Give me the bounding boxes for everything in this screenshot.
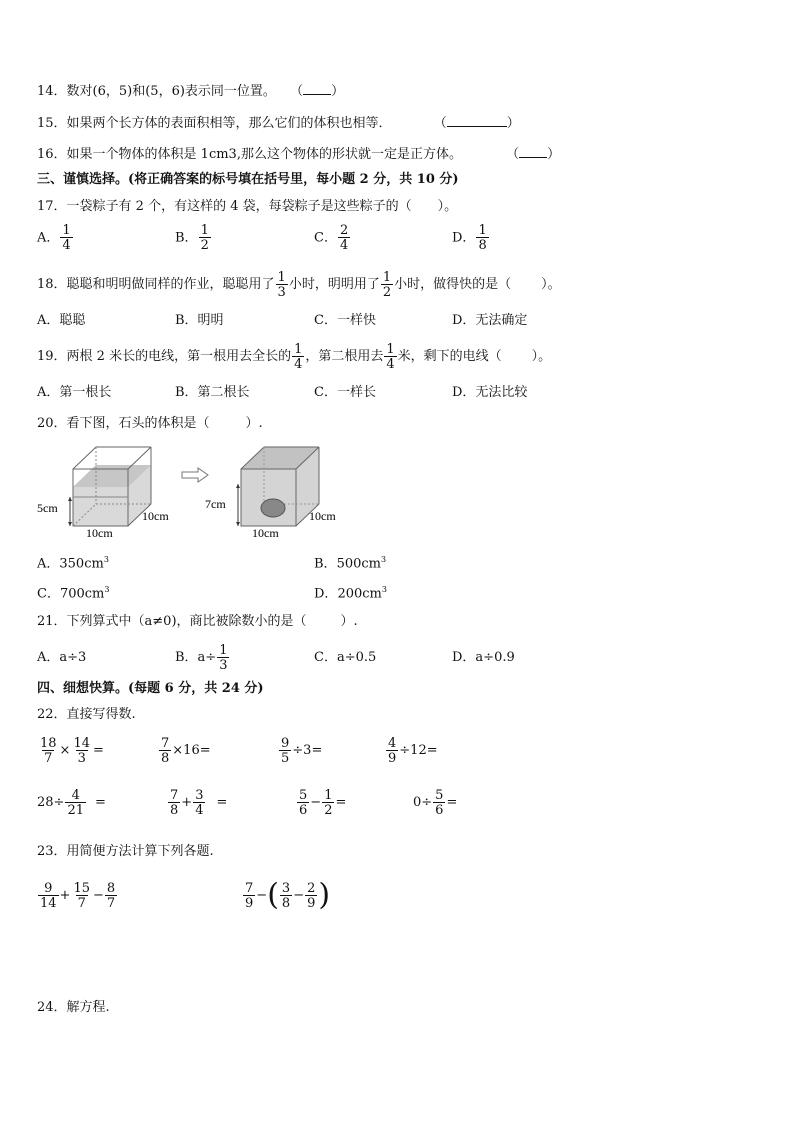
answer-paren-open: （ <box>433 116 447 131</box>
question-text: ，第二根用去 <box>305 349 384 364</box>
question-text-end: ）。 <box>531 349 552 364</box>
expression-22-2 <box>158 733 211 769</box>
expression-rest: ×16= <box>172 743 211 758</box>
operator: × <box>59 743 71 758</box>
option-b[interactable] <box>175 224 212 252</box>
expression-rest: ÷3= <box>292 743 323 758</box>
answer-paren-close: ） <box>331 84 345 99</box>
right-depth-label: 10cm <box>309 509 336 523</box>
question-22: 22．直接写得数. <box>37 707 136 722</box>
option-label: B． <box>314 556 337 572</box>
denominator: 4 <box>294 356 303 372</box>
numerator: 1 <box>386 341 395 357</box>
answer-paren-close: ） <box>506 116 520 131</box>
fraction <box>276 271 288 299</box>
option-a[interactable] <box>37 224 74 252</box>
denominator: 8 <box>170 802 179 818</box>
fraction <box>280 882 292 910</box>
option-b[interactable] <box>314 551 386 573</box>
option-value: 200cm <box>337 586 382 602</box>
question-text: 19．两根 2 米长的电线，第一根用去全长的 <box>37 349 292 364</box>
equals: = <box>335 795 347 810</box>
fraction <box>199 224 211 252</box>
denominator: 6 <box>299 802 308 818</box>
option-d[interactable]: D．无法比较 <box>452 385 528 400</box>
fraction <box>381 271 393 299</box>
option-c[interactable] <box>37 581 109 603</box>
volume-figure <box>36 442 356 540</box>
right-container <box>205 447 336 540</box>
question-text: 米，剩下的电线（ <box>397 349 502 364</box>
denominator: 2 <box>382 284 392 300</box>
option-label: C． <box>37 586 60 602</box>
option-label: A． <box>37 556 60 572</box>
exponent: 3 <box>104 585 110 594</box>
denominator: 4 <box>386 356 395 372</box>
numerator: 1 <box>200 223 209 238</box>
expression-23-2 <box>242 876 330 916</box>
left-height-label: 5cm <box>37 501 58 515</box>
question-20 <box>37 415 263 433</box>
denominator: 9 <box>245 895 254 911</box>
option-a[interactable]: A．聪聪 <box>37 313 86 328</box>
numerator: 2 <box>307 880 316 896</box>
denominator: 7 <box>44 750 53 766</box>
question-text-end: ）. <box>245 416 263 431</box>
numerator: 1 <box>324 787 333 803</box>
fraction <box>38 737 59 765</box>
numerator: 9 <box>281 735 290 751</box>
fraction <box>65 789 86 817</box>
operator: − <box>256 888 268 903</box>
option-c[interactable] <box>314 224 351 252</box>
numerator: 7 <box>170 787 179 803</box>
denominator: 4 <box>195 802 204 818</box>
question-text-end: ）. <box>340 614 358 629</box>
option-value: 700cm <box>59 586 105 602</box>
option-text: B．a÷ <box>175 650 217 665</box>
denominator: 3 <box>77 750 86 766</box>
numerator: 8 <box>106 880 116 896</box>
denominator: 14 <box>40 895 57 911</box>
fraction <box>71 882 92 910</box>
denominator: 8 <box>281 895 291 911</box>
denominator: 2 <box>200 238 209 253</box>
answer-paren-open: （ <box>506 147 520 162</box>
left-paren: ( <box>267 877 279 913</box>
fraction <box>476 224 488 252</box>
question-text: 18．聪聪和明明做同样的作业，聪聪用了 <box>37 277 275 292</box>
right-paren: ) <box>318 877 331 913</box>
fraction <box>322 789 334 817</box>
question-text: 小时，做得快的是（ <box>394 277 512 292</box>
expression-23-1 <box>37 876 118 916</box>
question-number: 16． <box>37 147 67 162</box>
option-label: B． <box>175 230 198 246</box>
numerator: 14 <box>73 735 90 751</box>
question-16 <box>37 145 560 164</box>
numerator: 5 <box>299 787 308 803</box>
answer-blank[interactable] <box>303 82 331 95</box>
fraction <box>193 789 205 817</box>
denominator: 9 <box>307 895 316 911</box>
expression-rest: ÷12= <box>399 743 438 758</box>
denominator: 4 <box>62 238 71 253</box>
numerator: 4 <box>71 787 80 803</box>
equals: = <box>93 743 104 758</box>
option-c[interactable]: C．一样长 <box>314 385 376 400</box>
question-text: 数对(6，5)和(5，6)表示同一位置。 <box>66 84 276 99</box>
fraction <box>217 644 229 672</box>
fraction <box>38 882 59 910</box>
answer-paren-open: （ <box>290 84 304 99</box>
denominator: 7 <box>106 895 116 911</box>
question-text-end: ）。 <box>541 277 561 292</box>
denominator: 3 <box>277 284 286 300</box>
fraction <box>305 882 317 910</box>
denominator: 2 <box>324 802 333 818</box>
fraction <box>243 882 255 910</box>
expression-22-7 <box>296 785 346 821</box>
option-label: D． <box>452 230 476 246</box>
operator: − <box>310 795 322 810</box>
fraction <box>292 343 304 371</box>
question-text: 20．看下图，石头的体积是（ <box>37 416 210 431</box>
stone <box>261 499 285 517</box>
numerator: 4 <box>388 735 397 751</box>
denominator: 5 <box>281 750 290 766</box>
fraction <box>60 224 72 252</box>
numerator: 1 <box>277 269 286 285</box>
numerator: 3 <box>281 880 291 896</box>
question-23: 23．用简便方法计算下列各题. <box>37 844 214 859</box>
fraction <box>105 882 117 910</box>
exponent: 3 <box>381 585 387 594</box>
fraction <box>338 224 350 252</box>
expression-22-8 <box>413 785 457 821</box>
operator: − <box>293 888 305 903</box>
denominator: 8 <box>161 750 170 766</box>
option-label: C． <box>314 230 337 246</box>
answer-blank[interactable] <box>447 114 507 127</box>
expression-prefix: 28÷ <box>37 795 65 810</box>
option-a[interactable] <box>37 551 109 573</box>
expression-22-5 <box>37 785 106 821</box>
section-3-heading: 三、谨慎选择。(将正确答案的标号填在括号里，每小题 2 分，共 10 分) <box>37 172 459 187</box>
question-15 <box>37 114 520 133</box>
denominator: 3 <box>219 657 228 673</box>
exponent: 3 <box>380 555 387 564</box>
question-21 <box>37 613 358 631</box>
question-number: 15． <box>37 116 67 131</box>
numerator: 1 <box>294 341 303 357</box>
exponent: 3 <box>103 555 109 564</box>
option-b[interactable]: B．明明 <box>175 313 224 328</box>
left-width-label: 10cm <box>86 526 113 540</box>
operator: + <box>59 888 71 903</box>
question-text: 小时，明明用了 <box>288 277 380 292</box>
option-d[interactable] <box>314 581 387 603</box>
denominator: 21 <box>67 802 84 818</box>
question-18 <box>37 266 561 304</box>
question-number: 14． <box>37 84 67 99</box>
expression-22-6 <box>167 785 227 821</box>
operator: + <box>181 795 193 810</box>
fraction <box>168 789 180 817</box>
right-arrow-icon <box>182 468 208 482</box>
fraction <box>159 737 171 765</box>
option-label: D． <box>314 586 338 602</box>
right-width-label: 10cm <box>252 526 279 540</box>
numerator: 18 <box>40 735 57 751</box>
question-text: 如果两个长方体的表面积相等，那么它们的体积也相等． <box>66 116 392 131</box>
numerator: 5 <box>435 787 444 803</box>
option-label: A． <box>37 230 60 246</box>
option-d[interactable]: D．无法确定 <box>452 313 528 328</box>
expression-prefix: 0÷ <box>413 795 433 810</box>
right-height-label: 7cm <box>205 497 226 511</box>
fraction <box>279 737 291 765</box>
question-14 <box>37 82 344 101</box>
option-c[interactable]: C．一样快 <box>314 313 376 328</box>
numerator: 3 <box>195 787 204 803</box>
question-17 <box>37 198 457 216</box>
answer-paren-close: ） <box>547 147 561 162</box>
question-19 <box>37 338 551 376</box>
option-d[interactable]: D．a÷0.9 <box>452 650 515 665</box>
question-text-end: ）。 <box>437 199 458 214</box>
fraction <box>433 789 445 817</box>
denominator: 7 <box>77 895 86 911</box>
expression-22-3 <box>278 733 322 769</box>
equals: = <box>94 795 106 810</box>
fraction <box>384 343 396 371</box>
option-value: 500cm <box>336 556 381 572</box>
left-depth-label: 10cm <box>142 509 169 523</box>
option-a[interactable]: A．a÷3 <box>37 650 87 665</box>
numerator: 7 <box>245 880 254 896</box>
denominator: 4 <box>339 238 349 253</box>
numerator: 15 <box>73 880 90 896</box>
left-container <box>37 447 169 540</box>
numerator: 1 <box>478 223 487 238</box>
numerator: 7 <box>161 735 170 751</box>
numerator: 9 <box>44 880 53 896</box>
option-value: 350cm <box>59 556 104 572</box>
numerator: 1 <box>382 269 392 285</box>
fraction <box>386 737 398 765</box>
numerator: 1 <box>219 642 228 658</box>
expression-22-1 <box>37 733 104 769</box>
denominator: 8 <box>478 238 487 253</box>
section-4-heading: 四、细想快算。(每题 6 分，共 24 分) <box>37 681 264 696</box>
equals: = <box>216 795 228 810</box>
fraction <box>297 789 309 817</box>
option-d[interactable] <box>452 224 490 252</box>
option-b[interactable]: B．第二根长 <box>175 385 250 400</box>
denominator: 9 <box>388 750 397 766</box>
question-text: 21．下列算式中（a≠0)，商比被除数小的是（ <box>37 614 307 629</box>
option-c[interactable]: C．a÷0.5 <box>314 650 377 665</box>
operator: − <box>93 888 104 903</box>
option-b[interactable] <box>175 640 230 676</box>
answer-blank[interactable] <box>519 145 547 158</box>
option-a[interactable]: A．第一根长 <box>37 385 112 400</box>
numerator: 2 <box>339 223 349 238</box>
numerator: 1 <box>62 223 71 238</box>
expression-22-4 <box>385 733 438 769</box>
question-24: 24．解方程. <box>37 1000 110 1015</box>
question-text: 17．一袋粽子有 2 个，有这样的 4 袋，每袋粽子是这些粽子的（ <box>37 199 412 214</box>
fraction <box>71 737 92 765</box>
question-text: 如果一个物体的体积是 1cm3,那么这个物体的形状就一定是正方体。 <box>66 147 462 162</box>
equals: = <box>446 795 458 810</box>
denominator: 6 <box>435 802 444 818</box>
